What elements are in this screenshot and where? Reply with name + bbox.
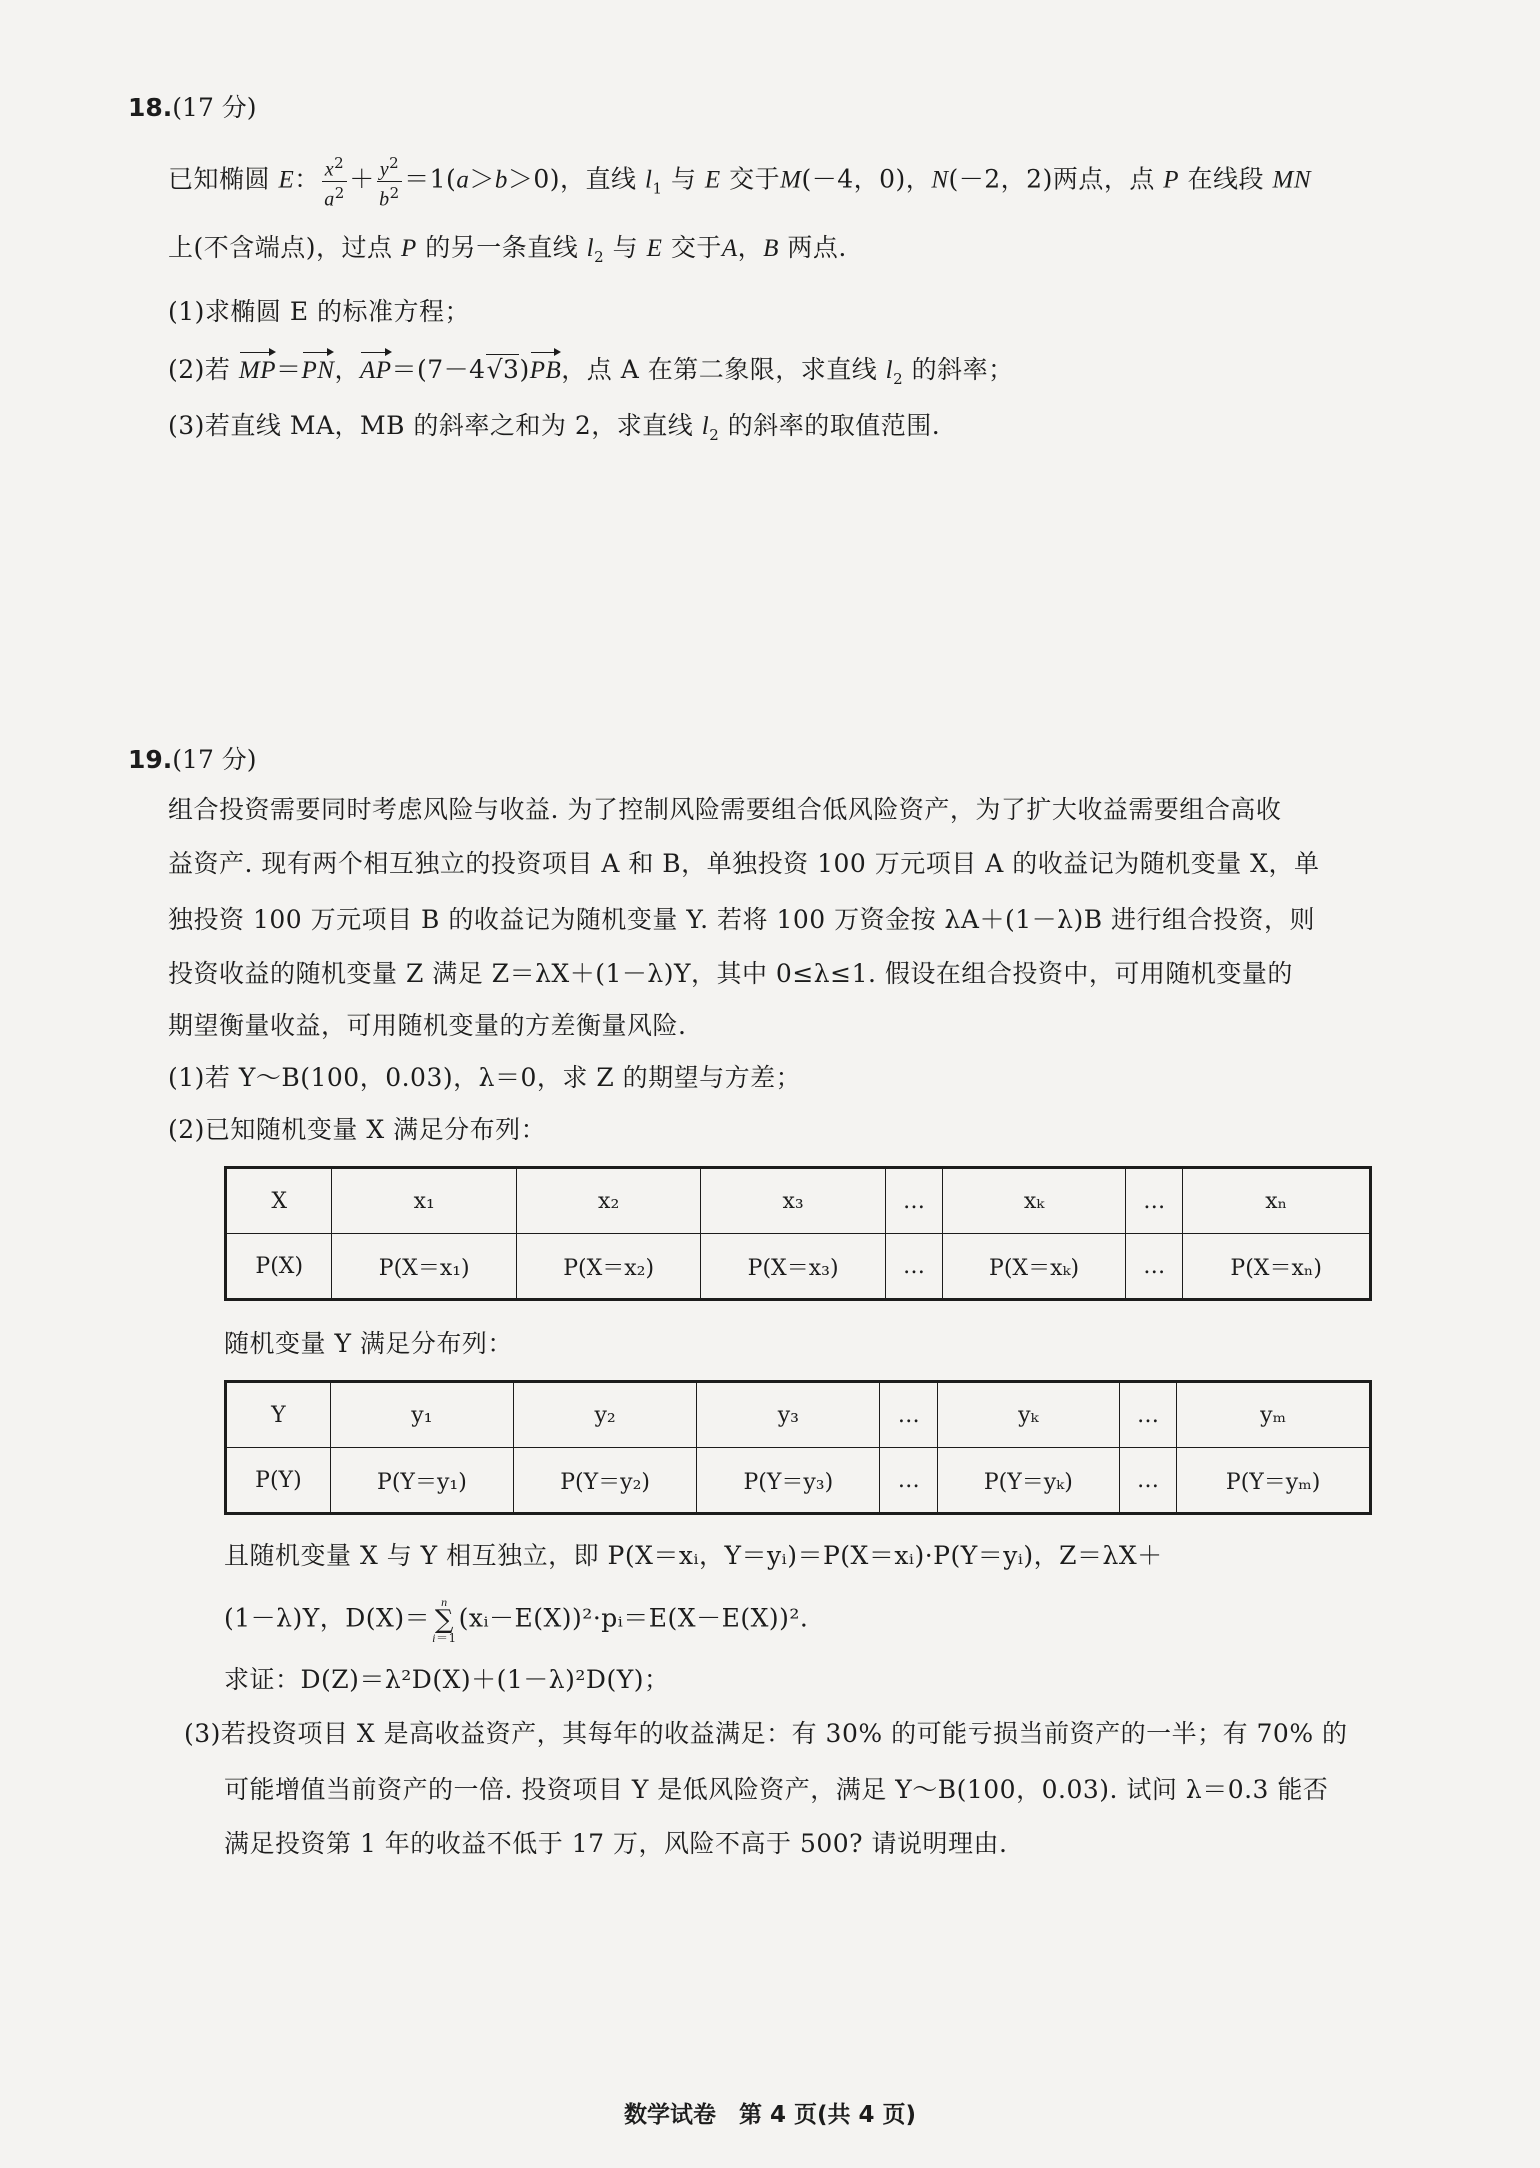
q19-table-y-intro: 随机变量 Y 满足分布列： [224, 1329, 513, 1358]
q18-header [128, 88, 257, 124]
table-row: X x₁ x₂ x₃ … xₖ … xₙ [226, 1168, 1371, 1234]
q18-number: 18. [128, 93, 173, 122]
q19-part2-intro: (2)已知随机变量 X 满足分布列： [168, 1115, 547, 1144]
summation-symbol: n ∑ i＝1 [432, 1595, 457, 1645]
table-row: P(X) P(X＝x₁) P(X＝x₂) P(X＝x₃) … P(X＝xₖ) … P(X＝xₙ) [226, 1234, 1371, 1300]
frac-x2-a2: $\frac{x^2}{a^2}$ [322, 152, 347, 210]
distribution-table-x [224, 1166, 1372, 1301]
table-row: Y y₁ y₂ y₃ … yₖ … yₘ [226, 1382, 1371, 1448]
distribution-table-y [224, 1380, 1372, 1515]
q18-stem-line2: 上(不含端点)，过点 P 的另一条直线 $l_2$ 与 E 交于A，B 两点. [168, 233, 847, 266]
frac-y2-b2: $\frac{y^2}{b^2}$ [377, 152, 402, 210]
q19-score: (17 分) [172, 745, 257, 774]
q19-para-line5: 期望衡量收益，可用随机变量的方差衡量风险. [168, 1011, 687, 1040]
q19-para-line3: 独投资 100 万元项目 B 的收益记为随机变量 Y. 若将 100 万资金按 λA＋(1－λ)B 进行组合投资，则 [168, 905, 1316, 934]
q19-independence-condition: 且随机变量 X 与 Y 相互独立，即 P(X＝xᵢ，Y＝yᵢ)＝P(X＝xᵢ)·P(Y＝yᵢ)，Z＝λX＋ [224, 1541, 1163, 1570]
q18-part3: (3)若直线 MA，MB 的斜率之和为 2，求直线 $l_2$ 的斜率的取值范围. [168, 411, 941, 444]
q19-para-line1: 组合投资需要同时考虑风险与收益. 为了控制风险需要组合低风险资产，为了扩大收益需要组合高收 [168, 795, 1282, 824]
q19-header [128, 740, 257, 776]
q19-part1: (1)若 Y～B(100，0.03)，λ＝0，求 Z 的期望与方差； [168, 1063, 802, 1092]
q19-para-line2: 益资产. 现有两个相互独立的投资项目 A 和 B，单独投资 100 万元项目 A 的收益记为随机变量 X，单 [168, 849, 1320, 878]
q19-part3-line3: 满足投资第 1 年的收益不低于 17 万，风险不高于 500? 请说明理由. [224, 1829, 1008, 1858]
q18-part1: (1)求椭圆 E 的标准方程； [168, 297, 471, 326]
q19-number: 19. [128, 745, 173, 774]
q19-prove-statement: 求证：D(Z)＝λ²D(X)＋(1－λ)²D(Y)； [224, 1665, 670, 1694]
q19-para-line4: 投资收益的随机变量 Z 满足 Z＝λX＋(1－λ)Y，其中 0≤λ≤1. 假设在组合投资中，可用随机变量的 [168, 959, 1293, 988]
page-footer: 数学试卷 第 4 页(共 4 页) [623, 2102, 917, 2128]
table-row: P(Y) P(Y＝y₁) P(Y＝y₂) P(Y＝y₃) … P(Y＝yₖ) … P(Y＝yₘ) [226, 1448, 1371, 1514]
q19-part3-line1: (3)若投资项目 X 是高收益资产，其每年的收益满足：有 30% 的可能亏损当前资产的一半；有 70% 的 [184, 1719, 1348, 1748]
q18-part2: (2)若 MP＝PN，AP＝(7－4√3)PB，点 A 在第二象限，求直线 $l_2$ 的斜率； [168, 352, 1014, 397]
q19-variance-definition: (1－λ)Y，D(X)＝n ∑ i＝1(xᵢ－E(X))²·pᵢ＝E(X－E(X))². [224, 1595, 809, 1645]
q18-stem-line1: 已知椭圆 E： $\frac{x^2}{a^2}$ ＋ $\frac{y^2}{b^2}$ ＝1(a＞b＞0)，直线 $l_1$ 与 E 交于M(－4，0)，N(－2，2)两点，点 P 在线段 MN [168, 154, 1311, 211]
q18-score: (17 分) [172, 93, 257, 122]
q19-part3-line2: 可能增值当前资产的一倍. 投资项目 Y 是低风险资产，满足 Y～B(100，0.03). 试问 λ＝0.3 能否 [224, 1775, 1329, 1804]
